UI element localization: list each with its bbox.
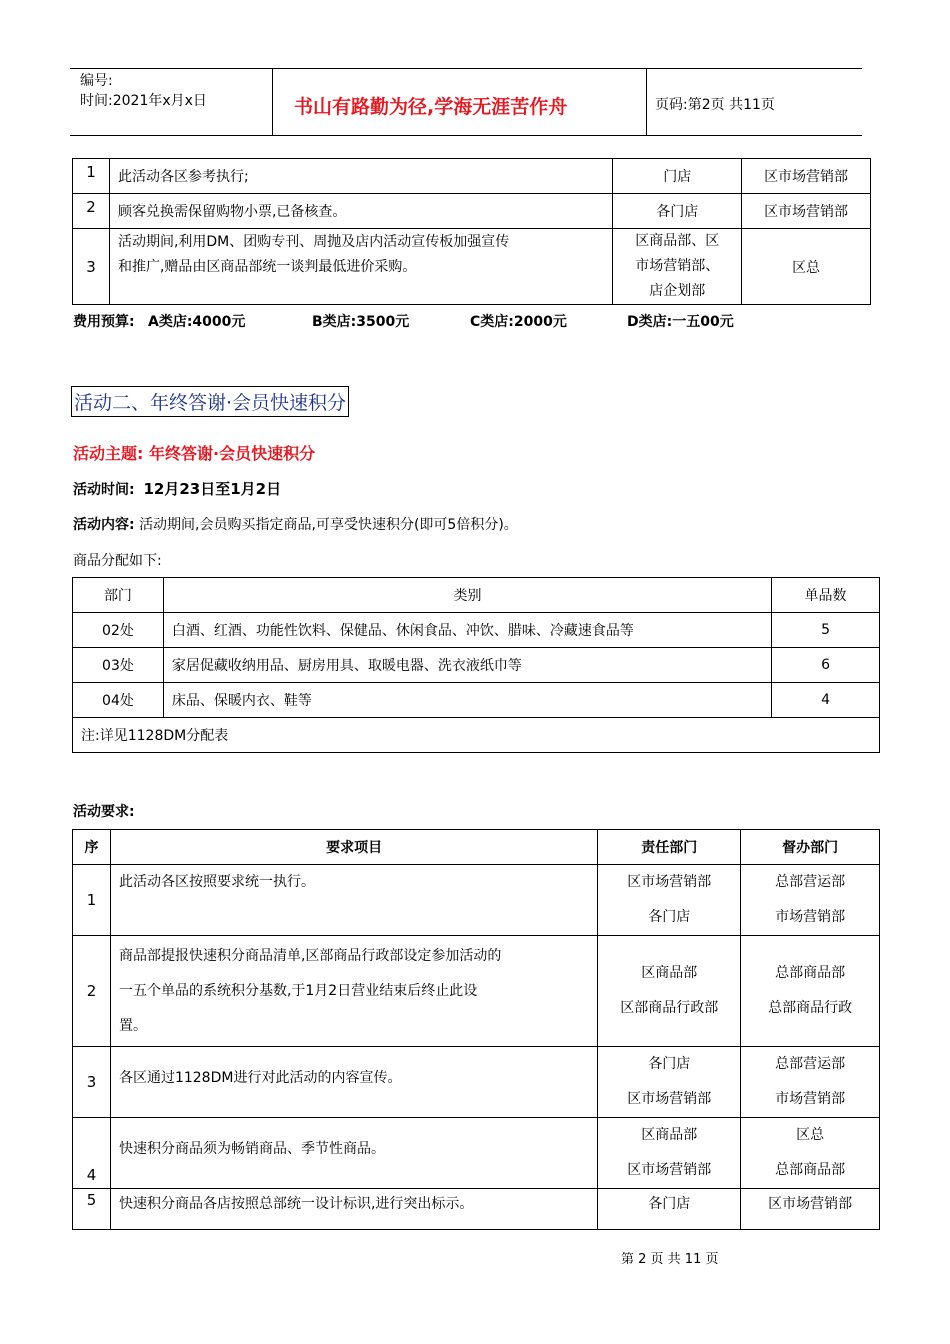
table-row	[73, 683, 880, 718]
document-number-label: 编号:	[80, 73, 113, 89]
header-motto: 书山有路勤为径,学海无涯苦作舟	[294, 96, 568, 118]
top-requirements-table	[72, 158, 871, 305]
activity2-content	[73, 514, 518, 534]
requirement-line: 一五个单品的系统积分基数,于1月2日营业结束后终止此设	[118, 982, 478, 999]
activity2-time	[73, 478, 281, 499]
table-row	[73, 194, 871, 229]
budget-d: D类店:一五00元	[627, 314, 734, 330]
count-cell: 6	[772, 648, 880, 683]
table-row	[73, 159, 871, 194]
supervising-dept: 区市场营销部	[742, 159, 871, 194]
responsible-dept-line: 各门店	[648, 909, 691, 925]
page-footer: 第 2 页 共 11 页	[621, 1252, 719, 1267]
responsible-dept: 各门店	[598, 1189, 741, 1230]
table-row	[73, 1189, 880, 1230]
requirement-line: 商品部提报快速积分商品清单,区部商品行政部设定参加活动的	[118, 947, 502, 964]
column-header-responsible: 责任部门	[598, 830, 741, 865]
header-top-rule	[70, 68, 862, 69]
supervising-dept-line: 总部商品部	[775, 1162, 846, 1178]
supervising-dept	[741, 936, 880, 1047]
row-number: 5	[73, 1189, 111, 1230]
table-row	[73, 613, 880, 648]
header-divider-left	[272, 68, 273, 135]
responsible-dept-line: 各门店	[648, 1056, 691, 1072]
requirement-text: 快速积分商品各店按照总部统一设计标识,进行突出标示。	[110, 1189, 597, 1230]
category-cell: 床品、保暖内衣、鞋等	[163, 683, 771, 718]
responsible-dept-line: 市场营销部、	[635, 258, 720, 274]
column-header-category: 类别	[163, 578, 771, 613]
table-header-row	[73, 830, 880, 865]
requirements-table	[72, 829, 880, 1230]
table-header-row	[73, 578, 880, 613]
responsible-dept-line: 区部商品行政部	[620, 1000, 719, 1016]
row-number: 1	[73, 159, 110, 194]
table-note-row	[73, 718, 880, 753]
supervising-dept: 区总	[742, 229, 871, 305]
row-number: 3	[73, 229, 110, 305]
requirement-line: 活动期间,利用DM、团购专刊、周抛及店内活动宣传板加强宣传	[117, 234, 510, 250]
supervising-dept-line: 市场营销部	[775, 1091, 846, 1107]
requirement-line: 和推广,赠品由区商品部统一谈判最低进价采购。	[117, 259, 417, 275]
responsible-dept-line: 区市场营销部	[627, 1091, 712, 1107]
responsible-dept	[613, 229, 742, 305]
supervising-dept-line: 总部营运部	[775, 1056, 846, 1072]
theme-value: 年终答谢·会员快速积分	[148, 444, 316, 463]
budget-b: B类店:3500元	[312, 314, 410, 330]
budget-label: 费用预算:	[73, 314, 135, 330]
activity2-theme	[73, 441, 315, 464]
responsible-dept-line: 区市场营销部	[627, 874, 712, 890]
content-label: 活动内容:	[73, 517, 135, 533]
column-header-dept: 部门	[73, 578, 164, 613]
responsible-dept-line: 区商品部	[641, 1127, 698, 1143]
column-header-supervising: 督办部门	[741, 830, 880, 865]
count-cell: 5	[772, 613, 880, 648]
responsible-dept: 各门店	[613, 194, 742, 229]
requirement-text	[109, 229, 612, 305]
table-row	[73, 648, 880, 683]
budget-c: C类店:2000元	[470, 314, 567, 330]
requirements-label: 活动要求:	[73, 804, 135, 820]
requirement-line: 置。	[118, 1017, 147, 1034]
header-bottom-rule	[70, 135, 862, 136]
requirement-text: 顾客兑换需保留购物小票,已备核查。	[109, 194, 612, 229]
table-note: 注:详见1128DM分配表	[73, 718, 880, 753]
responsible-dept-line: 区市场营销部	[627, 1162, 712, 1178]
content-value: 活动期间,会员购买指定商品,可享受快速积分(即可5倍积分)。	[139, 517, 518, 533]
category-cell: 家居促藏收纳用品、厨房用具、取暖电器、洗衣液纸巾等	[163, 648, 771, 683]
supervising-dept-line: 总部商品行政	[768, 1000, 853, 1016]
dept-cell: 03处	[73, 648, 164, 683]
column-header-item: 要求项目	[110, 830, 597, 865]
responsible-dept	[598, 865, 741, 936]
requirement-text: 快速积分商品须为畅销商品、季节性商品。	[110, 1118, 597, 1189]
budget-a: A类店:4000元	[148, 314, 246, 330]
table-row	[73, 936, 880, 1047]
requirement-text	[110, 936, 597, 1047]
row-number: 2	[73, 936, 111, 1047]
supervising-dept-line: 总部商品部	[775, 965, 846, 981]
time-label: 活动时间:	[73, 482, 135, 498]
theme-label: 活动主题:	[73, 444, 144, 463]
count-cell: 4	[772, 683, 880, 718]
page-info: 页码:第2页 共11页	[655, 97, 775, 113]
responsible-dept-line: 区商品部	[641, 965, 698, 981]
time-value: 12月23日至1月2日	[143, 480, 282, 498]
distribution-table	[72, 577, 880, 753]
row-number: 2	[73, 194, 110, 229]
supervising-dept-line: 总部营运部	[775, 874, 846, 890]
column-header-number: 序	[73, 830, 111, 865]
row-number: 1	[73, 865, 111, 936]
table-row	[73, 229, 871, 305]
table-row	[73, 1047, 880, 1118]
requirement-text: 此活动各区按照要求统一执行。	[110, 865, 597, 936]
supervising-dept	[741, 1118, 880, 1189]
header-divider-right	[646, 68, 647, 135]
requirement-text: 各区通过1128DM进行对此活动的内容宣传。	[110, 1047, 597, 1118]
supervising-dept: 区市场营销部	[741, 1189, 880, 1230]
responsible-dept-line: 店企划部	[649, 283, 706, 299]
supervising-dept	[741, 865, 880, 936]
responsible-dept-line: 区商品部、区	[635, 233, 720, 249]
supervising-dept-line: 区总	[796, 1127, 825, 1143]
responsible-dept	[598, 1118, 741, 1189]
requirement-text: 此活动各区参考执行;	[109, 159, 612, 194]
responsible-dept	[598, 936, 741, 1047]
responsible-dept	[598, 1047, 741, 1118]
dept-cell: 02处	[73, 613, 164, 648]
supervising-dept-line: 市场营销部	[775, 909, 846, 925]
supervising-dept	[741, 1047, 880, 1118]
category-cell: 白酒、红酒、功能性饮料、保健品、休闲食品、冲饮、腊味、冷藏速食品等	[163, 613, 771, 648]
document-time: 时间:2021年x月x日	[80, 93, 207, 109]
distribution-intro: 商品分配如下:	[73, 553, 162, 569]
table-row	[73, 1118, 880, 1189]
row-number: 4	[73, 1118, 111, 1189]
supervising-dept: 区市场营销部	[742, 194, 871, 229]
activity2-heading: 活动二、年终答谢·会员快速积分	[71, 386, 349, 417]
column-header-count: 单品数	[772, 578, 880, 613]
row-number: 3	[73, 1047, 111, 1118]
table-row	[73, 865, 880, 936]
dept-cell: 04处	[73, 683, 164, 718]
responsible-dept: 门店	[613, 159, 742, 194]
